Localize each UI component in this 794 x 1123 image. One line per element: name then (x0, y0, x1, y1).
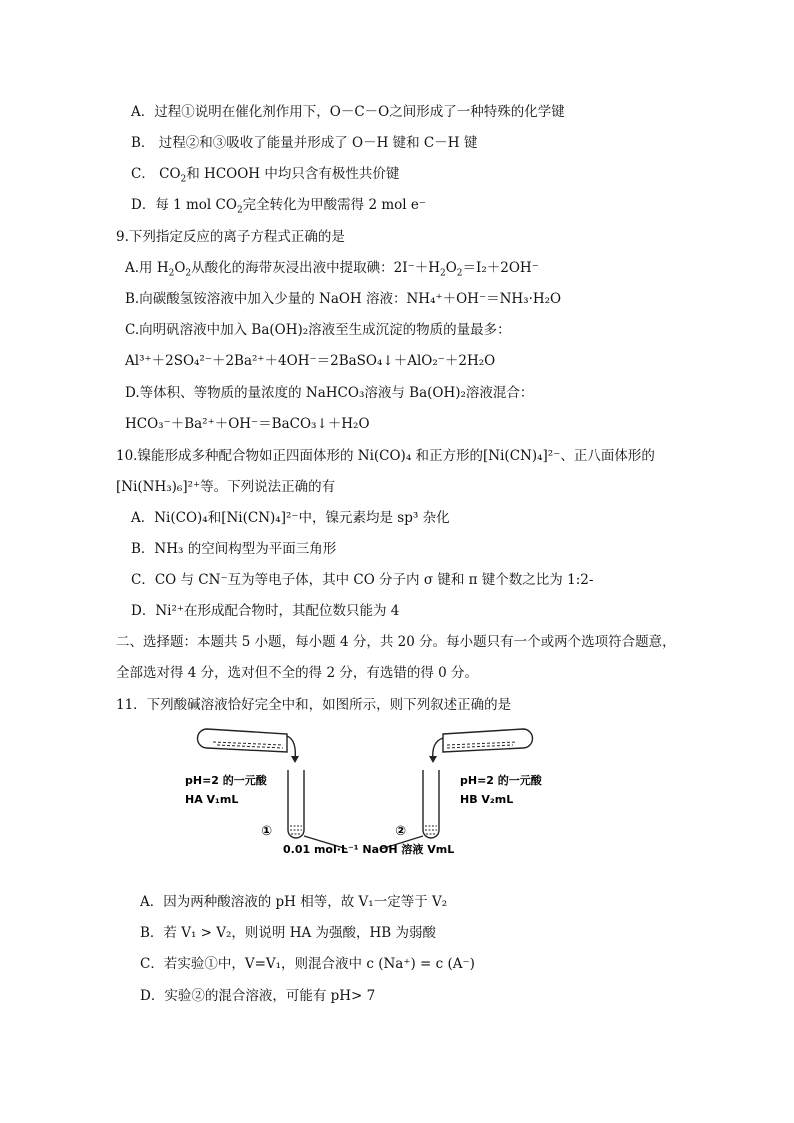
q11-stem: 11．下列酸碱溶液恰好完全中和，如图所示，则下列叙述正确的是 (116, 697, 512, 713)
q10-option-a: A．Ni(CO)₄和[Ni(CN)₄]²⁻中，镍元素均是 sp³ 杂化 (131, 510, 450, 526)
q9-a-mid2: 从酸化的海带灰浸出液中提取碘：2I⁻＋H (191, 260, 440, 276)
q8-option-c-post: 和 HCOOH 中均只含有极性共价键 (186, 166, 400, 182)
q9-option-b: B.向碳酸氢铵溶液中加入少量的 NaOH 溶液：NH₄⁺＋OH⁻＝NH₃·H₂O (125, 291, 562, 307)
q9-option-c-equation: Al³⁺＋2SO₄²⁻＋2Ba²⁺＋4OH⁻＝2BaSO₄↓＋AlO₂⁻＋2H₂O (125, 353, 496, 369)
q9-stem: 9.下列指定反应的离子方程式正确的是 (116, 229, 345, 245)
q9-option-a (125, 259, 539, 277)
q8-option-d-post: 完全转化为甲酸需得 2 mol e⁻ (242, 197, 426, 213)
left-pouring-tube (198, 729, 288, 752)
fig-right-label-1: pH=2 的一元酸 (460, 774, 542, 787)
q8-option-d-pre: D．每 1 mol CO (131, 197, 237, 213)
q9-option-d: D.等体积、等物质的量浓度的 NaHCO₃溶液与 Ba(OH)₂溶液混合： (125, 385, 534, 401)
left-pour-arrowhead (291, 756, 299, 763)
q10-option-d: D．Ni²⁺在形成配合物时，其配位数只能为 4 (131, 603, 400, 619)
q11-option-a: A．因为两种酸溶液的 pH 相等，故 V₁一定等于 V₂ (140, 894, 448, 910)
q9-a-end: ＝I₂＋2OH⁻ (462, 260, 539, 276)
right-pour-arrowhead (429, 756, 437, 763)
fig-tube-1-label: ① (261, 824, 273, 839)
q10-option-b: B．NH₃ 的空间构型为平面三角形 (131, 541, 337, 557)
q9-option-d-equation: HCO₃⁻＋Ba²⁺＋OH⁻＝BaCO₃↓＋H₂O (125, 416, 370, 432)
q9-option-c: C.向明矾溶液中加入 Ba(OH)₂溶液至生成沉淀的物质的量最多： (125, 322, 511, 338)
q11-option-c: C．若实验①中，V=V₁，则混合液中 c (Na⁺) = c (A⁻) (140, 956, 475, 972)
q11-option-d: D．实验②的混合溶液，可能有 pH> 7 (140, 988, 376, 1004)
q10-stem-line2: [Ni(NH₃)₆]²⁺等。下列说法正确的有 (116, 479, 336, 495)
fig-left-label-1: pH=2 的一元酸 (185, 774, 267, 787)
test-tube-2 (423, 770, 439, 838)
q8-option-c-sub: 2 (180, 174, 187, 185)
q8-option-c (131, 165, 399, 183)
section2-instruction-line1: 二、选择题：本题共 5 小题，每小题 4 分，共 20 分。每小题只有一个或两个选项符合题意， (116, 634, 676, 650)
right-pouring-tube (443, 729, 533, 752)
q9-a-pre: A.用 H (125, 260, 169, 276)
q11-option-b: B．若 V₁ > V₂，则说明 HA 为强酸，HB 为弱酸 (140, 925, 437, 941)
q9-a-sub2: 2 (185, 268, 192, 279)
q9-a-sub4: 2 (456, 268, 463, 279)
q8-option-a: A．过程①说明在催化剂作用下，O－C－O之间形成了一种特殊的化学键 (131, 104, 565, 120)
q9-a-mid3: O (445, 260, 457, 276)
fig-left-label-2: HA V₁mL (185, 793, 239, 806)
test-tube-1 (288, 770, 304, 838)
q8-option-b: B． 过程②和③吸收了能量并形成了 O－H 键和 C－H 键 (131, 135, 478, 151)
q9-a-mid1: O (174, 260, 186, 276)
q8-option-c-pre: C． CO (131, 166, 181, 182)
fig-right-label-2: HB V₂mL (460, 793, 514, 806)
q9-a-sub1: 2 (168, 268, 175, 279)
fig-tube-2-label: ② (395, 824, 407, 839)
section2-instruction-line2: 全部选对得 4 分，选对但不全的得 2 分，有选错的得 0 分。 (116, 665, 479, 681)
q11-figure (185, 722, 542, 857)
q8-option-d (131, 196, 426, 214)
q9-a-sub3: 2 (439, 268, 446, 279)
q10-stem-line1: 10.镍能形成多种配合物如正四面体形的 Ni(CO)₄ 和正方形的[Ni(CN)₄]²⁻、正八面体形的 (116, 448, 655, 464)
q8-option-d-sub: 2 (236, 205, 243, 216)
q10-option-c: C．CO 与 CN⁻互为等电子体，其中 CO 分子内 σ 键和 π 键个数之比为 1:2- (131, 572, 594, 588)
fig-bottom-label: 0.01 mol·L⁻¹ NaOH 溶液 VmL (283, 843, 455, 856)
